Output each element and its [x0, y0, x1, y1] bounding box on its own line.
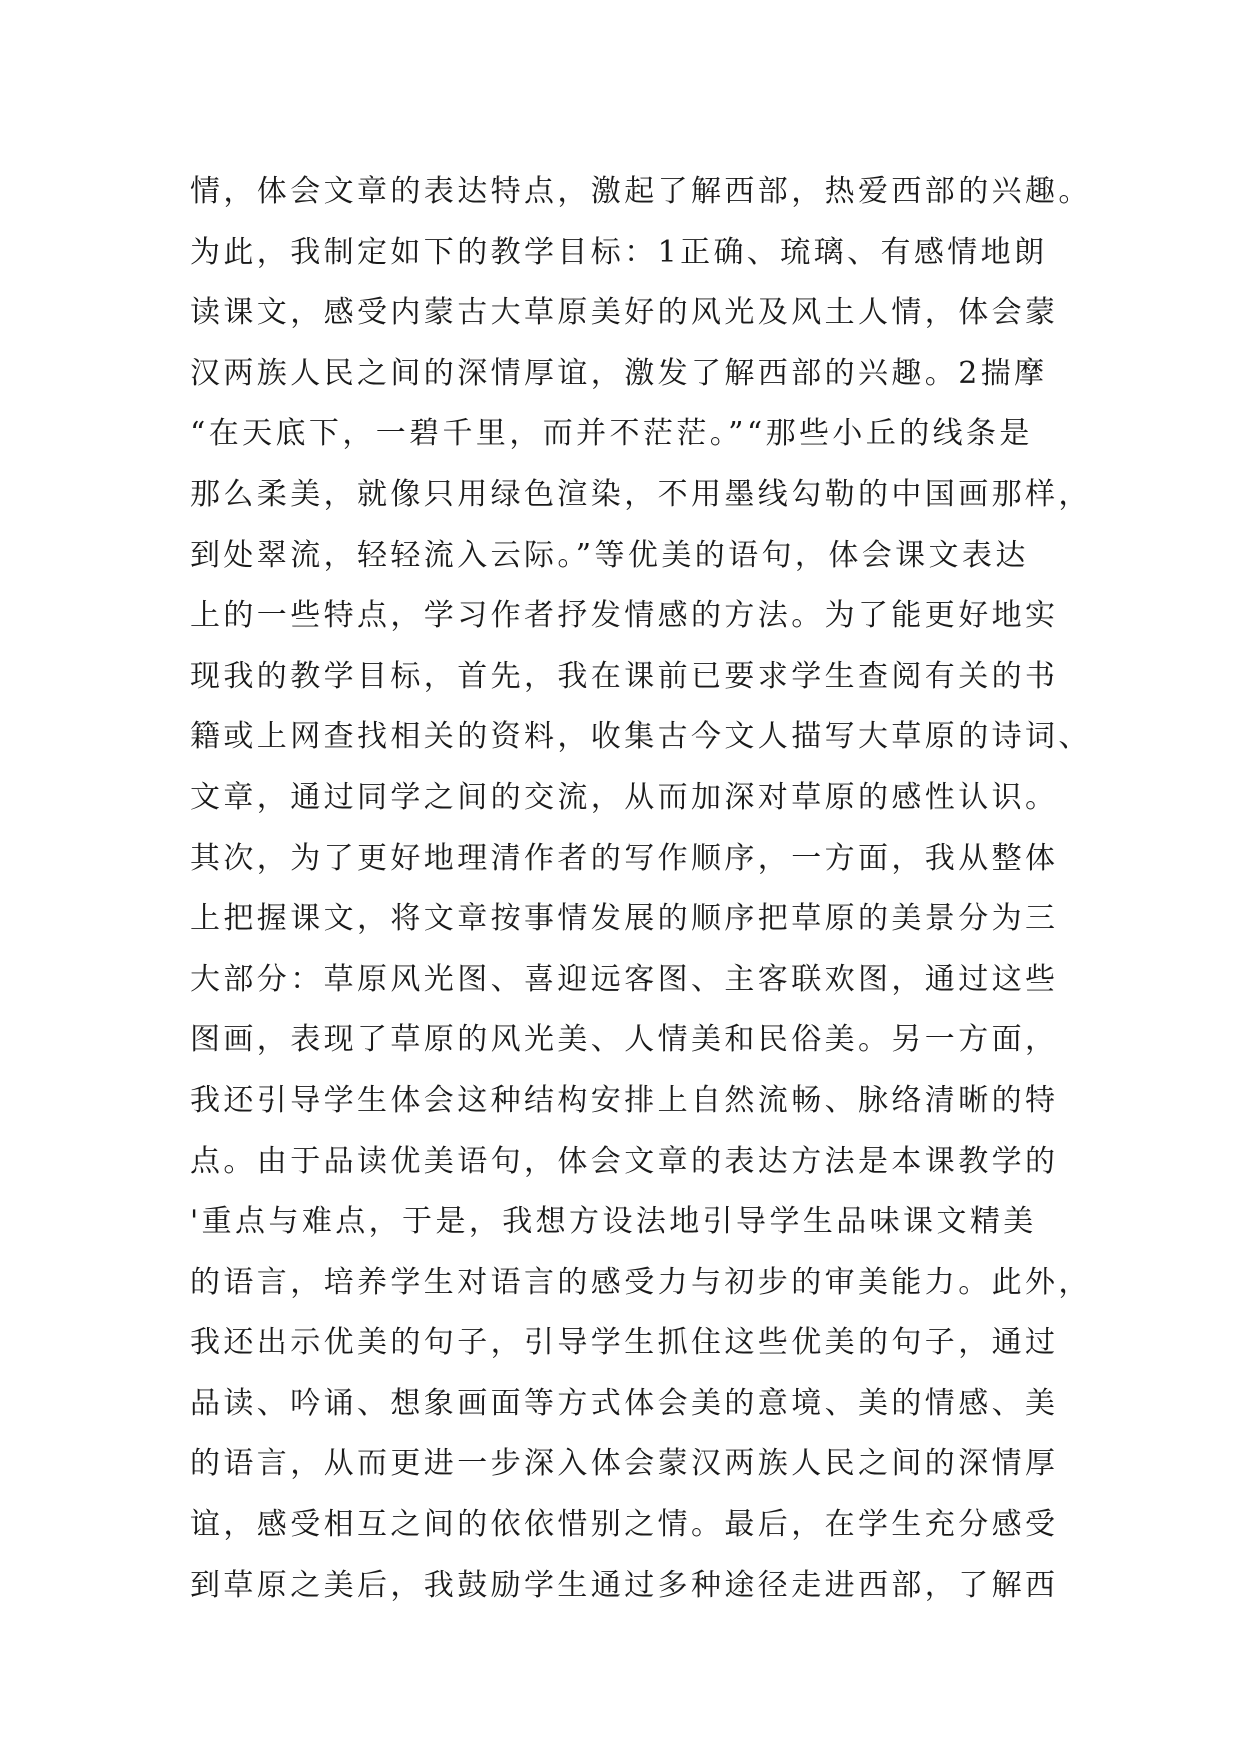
text-line-3: 读课文，感受内蒙古大草原美好的风光及风土人情，体会蒙	[190, 295, 1059, 331]
text-line-13: 上把握课文，将文章按事情发展的顺序把草原的美景分为三	[190, 901, 1059, 937]
text-line-10: 籍或上网查找相关的资料，收集古今文人描写大草原的诗词、	[190, 719, 1092, 755]
text-line-8: 上的一些特点，学习作者抒发情感的方法。为了能更好地实	[190, 598, 1059, 634]
text-line-12: 其次，为了更好地理清作者的写作顺序，一方面，我从整体	[190, 840, 1059, 876]
text-line-20: 我还出示优美的句子，引导学生抓住这些优美的句子，通过	[190, 1325, 1059, 1361]
text-line-19: 的语言，培养学生对语言的感受力与初步的审美能力。此外，	[190, 1264, 1092, 1300]
text-line-9: 现我的教学目标，首先，我在课前已要求学生查阅有关的书	[190, 658, 1059, 694]
text-line-17: 点。由于品读优美语句，体会文章的表达方法是本课教学的	[190, 1143, 1059, 1179]
text-line-22: 的语言，从而更进一步深入体会蒙汉两族人民之间的深情厚	[190, 1446, 1059, 1482]
text-line-7: 到处翠流，轻轻流入云际。”等优美的语句，体会课文表达	[190, 537, 1029, 573]
text-line-1: 情，体会文章的表达特点，激起了解西部，热爱西部的兴趣。	[190, 174, 1092, 209]
text-line-18: '重点与难点，于是，我想方设法地引导学生品味课文精美	[190, 1204, 1037, 1240]
text-line-21: 品读、吟诵、想象画面等方式体会美的意境、美的情感、美	[190, 1385, 1059, 1421]
text-line-23: 谊，感受相互之间的依依惜别之情。最后，在学生充分感受	[190, 1507, 1059, 1543]
text-line-15: 图画，表现了草原的风光美、人情美和民俗美。另一方面，	[190, 1022, 1059, 1058]
text-line-5: “在天底下，一碧千里，而并不茫茫。”“那些小丘的线条是	[190, 416, 1033, 452]
text-line-11: 文章，通过同学之间的交流，从而加深对草原的感性认识。	[190, 779, 1059, 815]
text-line-6: 那么柔美，就像只用绿色渲染，不用墨线勾勒的中国画那样，	[190, 476, 1092, 512]
body-text	[190, 162, 1092, 1616]
text-line-14: 大部分：草原风光图、喜迎远客图、主客联欢图，通过这些	[190, 961, 1059, 997]
text-line-4: 汉两族人民之间的深情厚谊，激发了解西部的兴趣。2揣摩	[190, 355, 1048, 391]
text-line-16: 我还引导学生体会这种结构安排上自然流畅、脉络清晰的特	[190, 1082, 1059, 1118]
text-line-2: 为此，我制定如下的教学目标：1正确、琉璃、有感情地朗	[190, 234, 1048, 270]
text-line-24: 到草原之美后，我鼓励学生通过多种途径走进西部，了解西	[190, 1567, 1059, 1603]
